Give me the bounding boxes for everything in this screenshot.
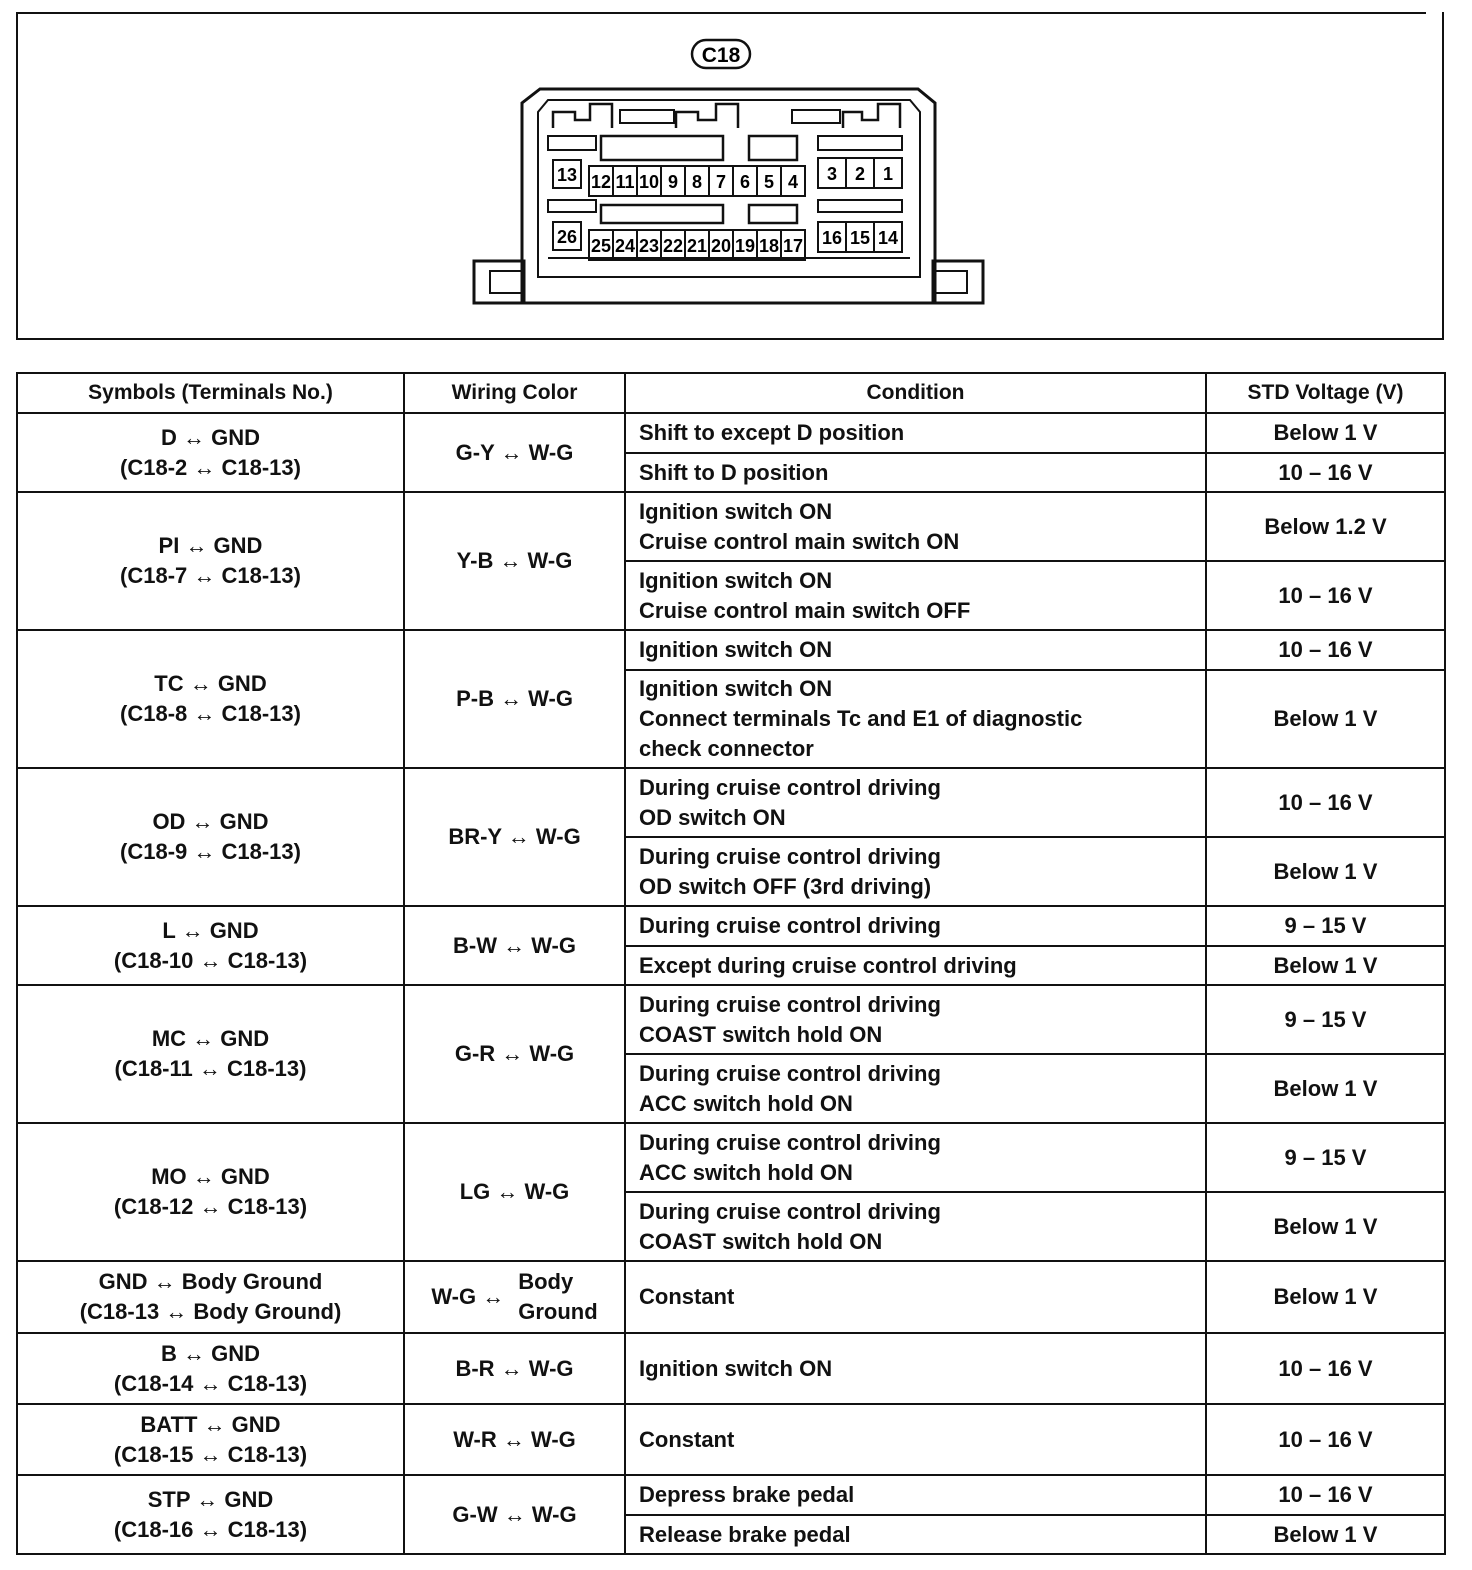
- terminal-cell: [637, 230, 661, 260]
- condition-line: During cruise control driving: [639, 774, 941, 800]
- table-row: [17, 1333, 1445, 1404]
- std-voltage-cell: Below 1 V: [1206, 1192, 1445, 1261]
- terminal-cell: [553, 160, 581, 188]
- terminal-cell: [613, 166, 637, 196]
- terminal-cell: [553, 222, 581, 250]
- condition-cell: [625, 630, 1206, 670]
- terminal-number: 24: [614, 236, 636, 256]
- terminal-number: 5: [763, 172, 775, 192]
- wiring-color: BR-Y ↔ W-G: [448, 824, 581, 849]
- symbol-name: BATT ↔ GND: [140, 1411, 281, 1437]
- condition-line: During cruise control driving: [639, 1060, 941, 1086]
- condition-line: During cruise control driving: [639, 1198, 941, 1224]
- condition-cell: [625, 906, 1206, 946]
- terminal-cell: [589, 230, 613, 260]
- terminal-cell: [874, 158, 902, 188]
- header-condition: Condition: [625, 373, 1206, 413]
- wiring-color-cell: [404, 1333, 625, 1404]
- condition-cell: [625, 492, 1206, 561]
- terminal-number: 10: [638, 172, 660, 192]
- terminal-number: 7: [715, 172, 727, 192]
- terminal-cell: [846, 158, 874, 188]
- condition-line: ACC switch hold ON: [639, 1090, 853, 1116]
- condition-cell: [625, 837, 1206, 906]
- terminal-number: 19: [734, 236, 756, 256]
- svg-text:C18: C18: [701, 44, 741, 67]
- condition-line: Ignition switch ON: [639, 498, 833, 524]
- condition-cell: [625, 1515, 1206, 1554]
- terminal-cell: [613, 230, 637, 260]
- terminal-cell: [781, 230, 805, 260]
- std-voltage-cell: 9 – 15 V: [1206, 906, 1445, 946]
- wiring-color-target-line: Body: [518, 1269, 574, 1294]
- terminal-numbers: (C18-11 ↔ C18-13): [114, 1056, 307, 1081]
- terminal-row-top: [553, 158, 902, 196]
- condition-line: ACC switch hold ON: [639, 1159, 853, 1185]
- terminal-numbers: (C18-14 ↔ C18-13): [113, 1370, 308, 1396]
- terminal-cell: [846, 222, 874, 252]
- wiring-color-cell: [404, 906, 625, 985]
- std-voltage-cell: Below 1 V: [1206, 670, 1445, 768]
- wiring-color: G-W ↔ W-G: [452, 1501, 577, 1527]
- symbol-name: GND ↔ Body Ground: [98, 1269, 323, 1294]
- symbol-name: TC ↔ GND: [154, 671, 267, 696]
- symbol-cell: [17, 1475, 404, 1554]
- std-voltage-cell: Below 1 V: [1206, 413, 1445, 453]
- symbol-name: OD ↔ GND: [152, 809, 269, 834]
- terminal-number: 20: [710, 236, 732, 256]
- terminal-number: 3: [826, 164, 838, 184]
- std-voltage-cell: 9 – 15 V: [1206, 985, 1445, 1054]
- std-voltage-cell: Below 1.2 V: [1206, 492, 1445, 561]
- symbol-cell: [17, 630, 404, 768]
- terminal-cell: [685, 166, 709, 196]
- connector-diagram: [0, 0, 1472, 345]
- symbol-cell: [17, 1123, 404, 1261]
- condition-line: During cruise control driving: [639, 1129, 941, 1155]
- terminal-number: 12: [590, 172, 612, 192]
- wiring-color-cell: [404, 413, 625, 492]
- condition-cell: [625, 1123, 1206, 1192]
- symbol-name: STP ↔ GND: [147, 1486, 274, 1512]
- terminal-number: 23: [638, 236, 660, 256]
- terminal-row-bottom: [553, 222, 902, 260]
- std-voltage-cell: 10 – 16 V: [1206, 561, 1445, 630]
- header-wiring-color: Wiring Color: [404, 373, 625, 413]
- terminal-number: 9: [667, 172, 679, 192]
- wiring-color: B-R ↔ W-G: [455, 1355, 574, 1381]
- wiring-color-cell: [404, 1261, 625, 1333]
- std-voltage-cell: Below 1 V: [1206, 946, 1445, 985]
- condition-cell: [625, 1333, 1206, 1404]
- terminal-number: 14: [877, 228, 899, 248]
- wiring-color-cell: [404, 492, 625, 630]
- condition-line: COAST switch hold ON: [639, 1021, 883, 1047]
- condition-line: Ignition switch ON: [639, 1355, 833, 1381]
- symbol-cell: [17, 413, 404, 492]
- table-body: [17, 413, 1445, 1554]
- condition-line: Ignition switch ON: [639, 676, 833, 701]
- condition-line: During cruise control driving: [639, 913, 941, 938]
- std-voltage-cell: 10 – 16 V: [1206, 1475, 1445, 1515]
- condition-line: OD switch ON: [639, 804, 786, 830]
- table-row: [17, 1261, 1445, 1333]
- symbol-cell: [17, 1333, 404, 1404]
- condition-line: Cruise control main switch ON: [639, 528, 960, 554]
- terminal-number: 25: [590, 236, 612, 256]
- terminal-number: 21: [686, 236, 708, 256]
- condition-line: Shift to D position: [639, 459, 829, 485]
- condition-line: Ignition switch ON: [639, 567, 833, 593]
- terminal-cell: [637, 166, 661, 196]
- condition-line: Depress brake pedal: [639, 1482, 855, 1507]
- symbol-name: L ↔ GND: [162, 917, 259, 943]
- wiring-color-cell: [404, 1123, 625, 1261]
- terminal-numbers: (C18-16 ↔ C18-13): [113, 1516, 308, 1542]
- condition-line: During cruise control driving: [639, 843, 941, 869]
- symbol-name: D ↔ GND: [161, 424, 260, 450]
- wiring-color-group: [431, 1267, 597, 1327]
- terminal-cell: [661, 230, 685, 260]
- symbol-name: B ↔ GND: [161, 1340, 260, 1366]
- condition-cell: [625, 1261, 1206, 1333]
- terminal-cell: [757, 166, 781, 196]
- std-voltage-cell: 10 – 16 V: [1206, 1333, 1445, 1404]
- std-voltage-cell: Below 1 V: [1206, 1261, 1445, 1333]
- table-row: [17, 985, 1445, 1054]
- terminal-numbers: (C18-8 ↔ C18-13): [120, 701, 301, 726]
- condition-cell: [625, 768, 1206, 837]
- symbol-cell: [17, 906, 404, 985]
- wiring-color: G-Y ↔ W-G: [455, 439, 574, 465]
- terminal-number: 18: [758, 236, 780, 256]
- table-header-row: [17, 373, 1445, 413]
- std-voltage-cell: Below 1 V: [1206, 837, 1445, 906]
- wiring-color: W-G ↔: [431, 1284, 505, 1309]
- wiring-color-target: [518, 1267, 597, 1327]
- condition-line: Constant: [639, 1426, 735, 1452]
- wiring-color: LG ↔ W-G: [459, 1179, 570, 1204]
- symbol-cell: [17, 768, 404, 906]
- terminal-numbers: (C18-9 ↔ C18-13): [120, 839, 301, 864]
- table-row: [17, 413, 1445, 453]
- std-voltage-cell: 10 – 16 V: [1206, 768, 1445, 837]
- table-row: [17, 1404, 1445, 1475]
- terminal-numbers: (C18-2 ↔ C18-13): [120, 454, 301, 480]
- terminal-numbers: (C18-7 ↔ C18-13): [120, 563, 301, 588]
- condition-line: COAST switch hold ON: [639, 1228, 883, 1254]
- wiring-color: P-B ↔ W-G: [456, 686, 573, 711]
- terminal-cell: [818, 222, 846, 252]
- wiring-color-cell: [404, 1475, 625, 1554]
- condition-line: Connect terminals Tc and E1 of diagnostic: [639, 706, 1083, 731]
- terminal-number: 26: [556, 227, 578, 247]
- terminal-number: 13: [556, 165, 578, 185]
- condition-line: Shift to except D position: [639, 420, 905, 445]
- symbol-name: MC ↔ GND: [151, 1026, 270, 1051]
- header-symbols: Symbols (Terminals No.): [17, 373, 404, 413]
- spec-table: [16, 372, 1446, 1555]
- wiring-color: B-W ↔ W-G: [453, 932, 576, 958]
- terminal-cell: [733, 166, 757, 196]
- condition-cell: [625, 985, 1206, 1054]
- condition-line: OD switch OFF (3rd driving): [639, 873, 932, 899]
- std-voltage-cell: 10 – 16 V: [1206, 630, 1445, 670]
- condition-line: Except during cruise control driving: [639, 952, 1017, 978]
- terminal-cell: [818, 158, 846, 188]
- terminal-cell: [661, 166, 685, 196]
- condition-line: During cruise control driving: [639, 991, 941, 1017]
- condition-line: Release brake pedal: [639, 1521, 851, 1547]
- terminal-number: 15: [849, 228, 871, 248]
- symbol-name: PI ↔ GND: [158, 533, 263, 558]
- terminal-cell: [685, 230, 709, 260]
- condition-cell: [625, 946, 1206, 985]
- std-voltage-cell: Below 1 V: [1206, 1515, 1445, 1554]
- condition-cell: [625, 1054, 1206, 1123]
- symbol-cell: [17, 1261, 404, 1333]
- condition-cell: [625, 1475, 1206, 1515]
- terminal-cell: [709, 166, 733, 196]
- std-voltage-cell: 10 – 16 V: [1206, 453, 1445, 492]
- terminal-numbers: (C18-10 ↔ C18-13): [113, 947, 308, 973]
- table-row: [17, 1123, 1445, 1192]
- std-voltage-cell: Below 1 V: [1206, 1054, 1445, 1123]
- wiring-color: W-R ↔ W-G: [453, 1426, 576, 1452]
- table-row: [17, 768, 1445, 837]
- symbol-name: MO ↔ GND: [151, 1164, 270, 1189]
- terminal-numbers: (C18-15 ↔ C18-13): [113, 1441, 308, 1467]
- condition-cell: [625, 453, 1206, 492]
- condition-cell: [625, 561, 1206, 630]
- terminal-number: 22: [662, 236, 684, 256]
- terminal-cell: [589, 166, 613, 196]
- condition-cell: [625, 413, 1206, 453]
- terminal-cell: [757, 230, 781, 260]
- table-row: [17, 906, 1445, 946]
- table-row: [17, 630, 1445, 670]
- symbol-cell: [17, 985, 404, 1123]
- terminal-number: 8: [691, 172, 703, 192]
- connector-label: [692, 40, 750, 68]
- wiring-color-cell: [404, 985, 625, 1123]
- terminal-number: 2: [854, 164, 866, 184]
- terminal-cell: [781, 166, 805, 196]
- wiring-color: G-R ↔ W-G: [454, 1041, 575, 1066]
- terminal-number: 1: [882, 164, 894, 184]
- terminal-number: 16: [821, 228, 843, 248]
- terminal-cell: [874, 222, 902, 252]
- symbol-cell: [17, 492, 404, 630]
- terminal-number: 17: [782, 236, 804, 256]
- std-voltage-cell: 10 – 16 V: [1206, 1404, 1445, 1475]
- condition-cell: [625, 670, 1206, 768]
- wiring-color-target-line: Ground: [518, 1299, 598, 1324]
- symbol-cell: [17, 1404, 404, 1475]
- condition-line: Cruise control main switch OFF: [639, 597, 971, 623]
- condition-line: Ignition switch ON: [639, 637, 833, 662]
- wiring-color-cell: [404, 1404, 625, 1475]
- terminal-numbers: (C18-13 ↔ Body Ground): [79, 1299, 342, 1324]
- terminal-numbers: (C18-12 ↔ C18-13): [113, 1194, 308, 1219]
- std-voltage-cell: 9 – 15 V: [1206, 1123, 1445, 1192]
- wiring-color-cell: [404, 768, 625, 906]
- terminal-number: 6: [739, 172, 751, 192]
- terminal-number: 4: [787, 172, 799, 192]
- table-row: [17, 492, 1445, 561]
- table-row: [17, 1475, 1445, 1515]
- terminal-number: 11: [615, 172, 635, 192]
- wiring-color: Y-B ↔ W-G: [456, 548, 573, 573]
- condition-cell: [625, 1192, 1206, 1261]
- condition-line: check connector: [639, 736, 814, 761]
- terminal-cell: [733, 230, 757, 260]
- condition-line: Constant: [639, 1284, 735, 1309]
- terminal-cell: [709, 230, 733, 260]
- wiring-color-cell: [404, 630, 625, 768]
- condition-cell: [625, 1404, 1206, 1475]
- header-std-voltage: STD Voltage (V): [1206, 373, 1445, 413]
